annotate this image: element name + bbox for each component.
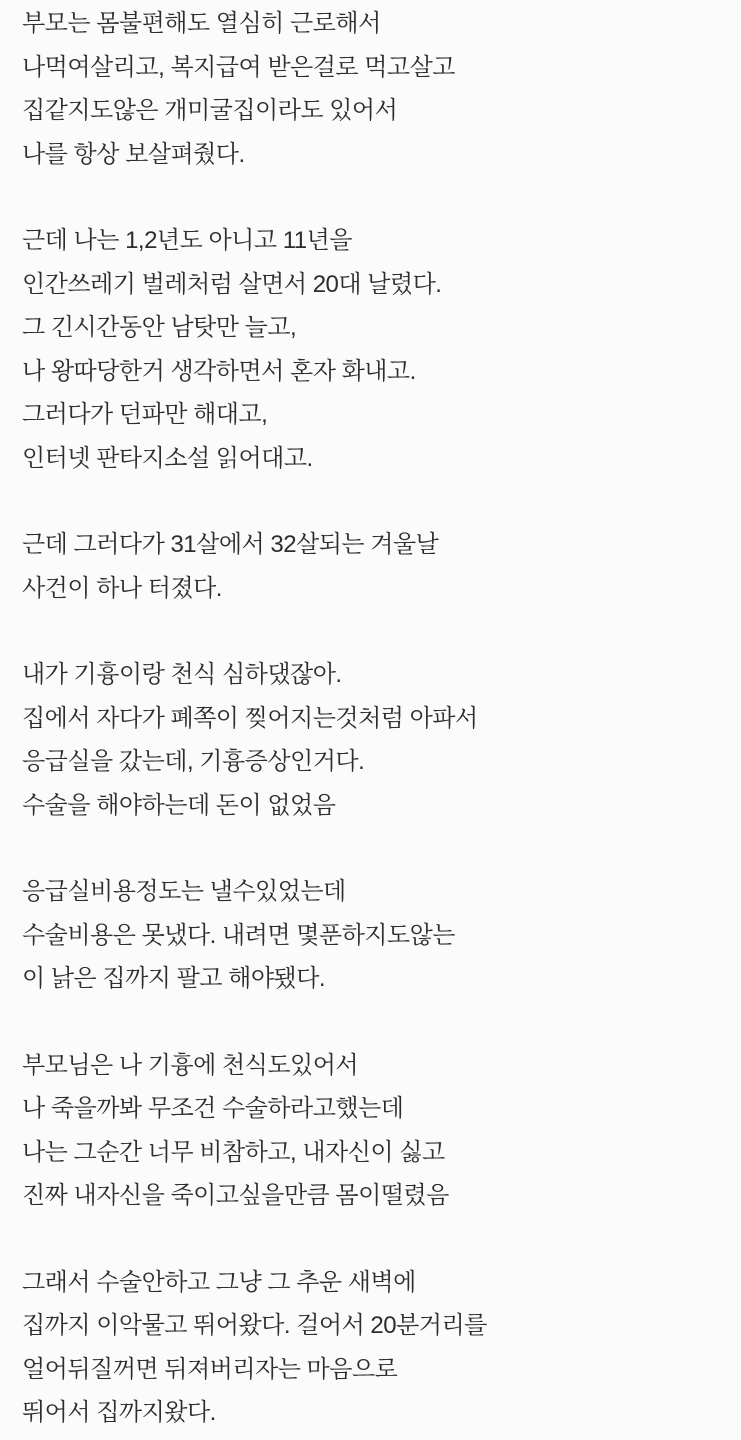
text-line: 그러다가 던파만 해대고, xyxy=(22,401,268,428)
text-line: 나 죽을까봐 무조건 수술하라고했는데 xyxy=(22,1095,404,1122)
text-line: 집에서 자다가 폐쪽이 찢어지는것처럼 아파서 xyxy=(22,704,478,732)
text-line: 이 낡은 집까지 팔고 해야됐다. xyxy=(22,965,326,992)
text-line: 응급실을 갔는데, 기흉증상인거다. xyxy=(22,748,365,775)
text-line: 인터넷 판타지소설 읽어대고. xyxy=(22,444,313,472)
text-line: 집같지도않은 개미굴집이라도 있어서 xyxy=(22,97,398,124)
text-line: 수술비용은 못냈다. 내려면 몇푼하지도않는 xyxy=(22,921,455,949)
text-line: 나 왕따당한거 생각하면서 혼자 화내고. xyxy=(22,357,416,385)
paragraph-5 xyxy=(22,870,725,1001)
paragraph-4 xyxy=(22,653,725,827)
text-line: 부모님은 나 기흉에 천식도있어서 xyxy=(22,1051,359,1079)
paragraph-3 xyxy=(22,523,725,610)
paragraph-1 xyxy=(22,2,725,176)
text-line: 나는 그순간 너무 비참하고, 내자신이 싫고 xyxy=(22,1138,445,1166)
text-line: 근데 나는 1,2년도 아니고 11년을 xyxy=(22,227,352,254)
text-line: 진짜 내자신을 죽이고싶을만큼 몸이떨렸음 xyxy=(22,1182,449,1209)
text-line: 부모는 몸불편해도 열심히 근로해서 xyxy=(22,10,381,37)
text-line: 집까지 이악물고 뛰어왔다. 걸어서 20분거리를 xyxy=(22,1312,487,1339)
paragraph-7 xyxy=(22,1261,725,1435)
text-line: 인간쓰레기 벌레처럼 살면서 20대 날렸다. xyxy=(22,270,442,298)
text-line: 나를 항상 보살펴줬다. xyxy=(22,140,245,168)
text-line: 근데 그러다가 31살에서 32살되는 겨울날 xyxy=(22,531,439,558)
text-line: 그 긴시간동안 남탓만 늘고, xyxy=(22,314,297,341)
text-line: 뛰어서 집까지왔다. xyxy=(22,1399,216,1426)
text-line: 그래서 수술안하고 그냥 그 추운 새벽에 xyxy=(22,1268,416,1296)
text-line: 얼어뒤질꺼면 뒤져버리자는 마음으로 xyxy=(22,1355,398,1383)
paragraph-2 xyxy=(22,219,725,480)
text-line: 나먹여살리고, 복지급여 받은걸로 먹고살고 xyxy=(22,53,455,81)
text-line: 사건이 하나 터졌다. xyxy=(22,574,222,602)
paragraph-6 xyxy=(22,1044,725,1218)
text-line: 수술을 해야하는데 돈이 없었음 xyxy=(22,791,336,819)
text-line: 내가 기흉이랑 천식 심하댔잖아. xyxy=(22,661,342,688)
text-line: 응급실비용정도는 낼수있었는데 xyxy=(22,878,346,905)
